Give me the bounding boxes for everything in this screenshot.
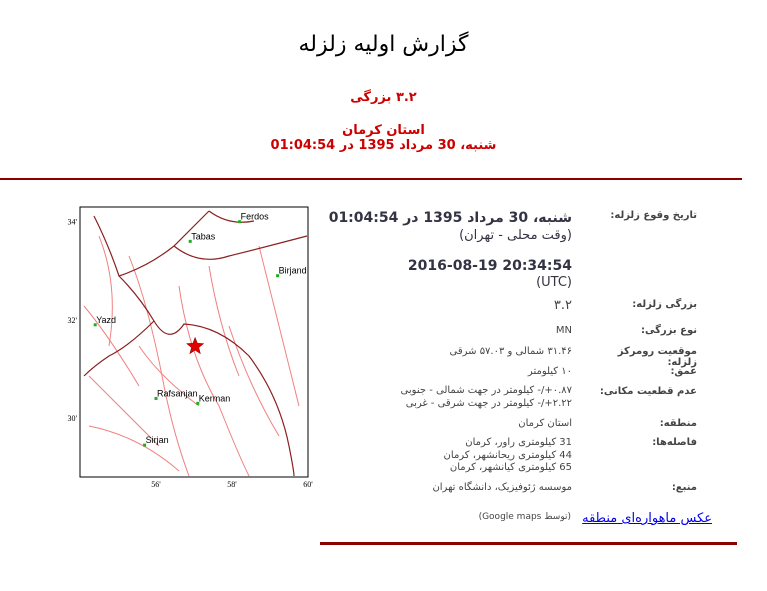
depth-label: عمق: [670, 366, 697, 377]
city-label: Rafsanjan [157, 388, 198, 399]
depth-value: ۱۰ کیلومتر [527, 366, 572, 377]
utc-note: (UTC) [536, 275, 572, 290]
lat-tick-label: 30' [67, 414, 77, 424]
magnitude-label: بزرگی زلزله: [632, 299, 697, 310]
satellite-image-link[interactable]: عکس ماهواره‌ای منطقه [582, 511, 712, 526]
uncertainty-label: عدم قطعیت مکانی: [599, 386, 697, 397]
mag-type-value: MN [555, 325, 572, 336]
magnitude-value: ۳.۲ [553, 298, 572, 313]
local-time-note: (وقت محلی - تهران) [459, 228, 572, 243]
lat-tick-label: 34' [67, 217, 77, 227]
date-local: شنبه، 30 مرداد 1395 در 01:04:54 [328, 210, 572, 226]
distance-item: 44 کیلومتری ریحانشهر، کرمان [443, 450, 572, 461]
city-label: Birjand [278, 265, 307, 276]
page-title: گزارش اولیه زلزله [298, 32, 469, 57]
lon-tick-label: 60' [303, 480, 313, 489]
date-label: تاریخ وقوع زلزله: [610, 210, 697, 221]
earthquake-map [67, 206, 319, 491]
region-value: استان کرمان [518, 418, 572, 429]
province-heading: استان کرمان [342, 123, 425, 138]
uncertainty-ns: ۰.۸۷+/- کیلومتر در جهت شمالی - جنوبی [400, 385, 572, 396]
google-maps-note: (توسط Google maps) [478, 512, 571, 522]
lon-tick-label: 56' [151, 480, 161, 489]
mag-type-label: نوع بزرگی: [640, 325, 697, 336]
region-label: منطقه: [659, 418, 697, 429]
source-value: موسسه ژئوفیزیک، دانشگاه تهران [432, 482, 572, 493]
lat-tick-label: 32' [67, 315, 77, 325]
epicenter-label: موقعیت رومرکز زلزله: [617, 346, 697, 368]
distances-label: فاصله‌ها: [652, 437, 697, 448]
city-label: Tabas [191, 231, 216, 242]
uncertainty-ew: ۲.۲۲+/- کیلومتر در جهت شرقی - غربی [405, 398, 572, 409]
bottom-divider [320, 542, 737, 545]
top-divider [0, 178, 742, 180]
datetime-heading: شنبه، 30 مرداد 1395 در 01:04:54 [270, 138, 497, 153]
magnitude-heading: ۳.۲ بزرگی [350, 90, 417, 105]
lon-tick-label: 58' [227, 480, 237, 489]
epicenter-value: ۳۱.۴۶ شمالی و ۵۷.۰۳ شرقی [449, 346, 572, 357]
city-label: Sirjan [145, 435, 169, 446]
distance-item: 65 کیلومتری کیانشهر، کرمان [449, 462, 572, 473]
city-label: Kerman [198, 393, 231, 404]
city-label: Ferdos [240, 211, 269, 222]
source-label: منبع: [671, 482, 697, 493]
city-label: Yazd [96, 314, 117, 325]
distance-item: 31 کیلومتری راور، کرمان [465, 437, 572, 448]
date-utc: 2016-08-19 20:34:54 [407, 258, 572, 274]
